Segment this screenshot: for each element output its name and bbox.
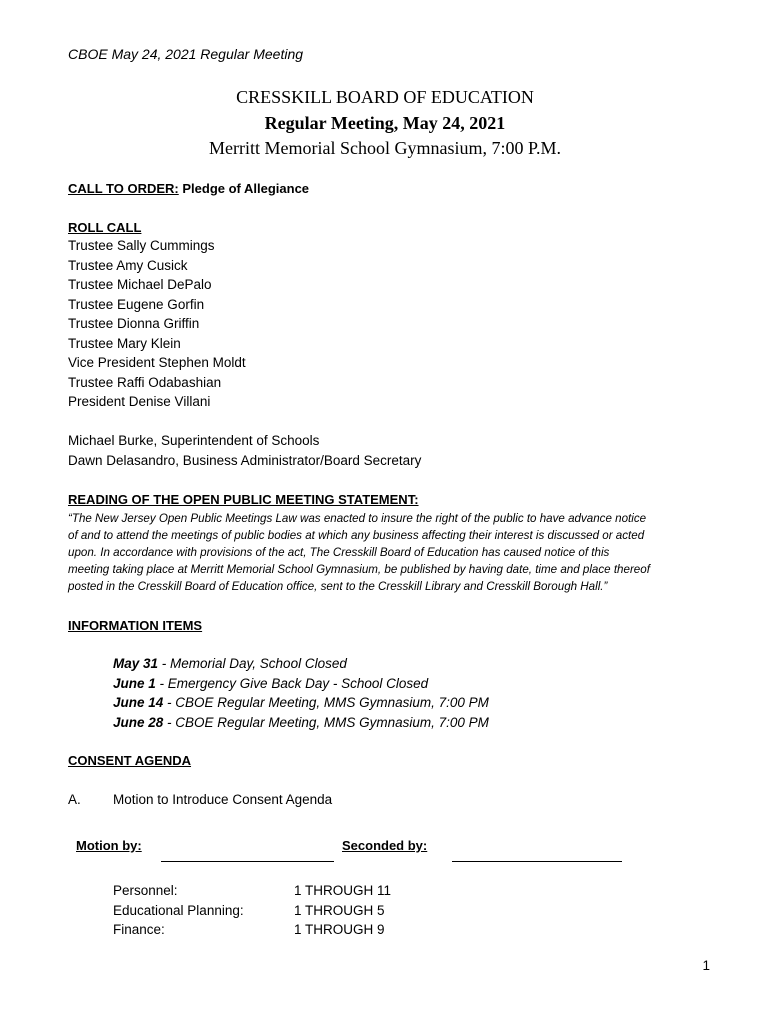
list-item: Trustee Mary Klein xyxy=(68,335,181,351)
consent-section-name: Personnel: xyxy=(113,883,178,898)
running-header: CBOE May 24, 2021 Regular Meeting xyxy=(68,46,304,62)
list-item: Trustee Raffi Odabashian xyxy=(68,374,222,390)
call-to-order-text: Pledge of Allegiance xyxy=(182,181,310,196)
board-title: CRESSKILL BOARD OF EDUCATION xyxy=(236,87,534,107)
consent-agenda-heading: CONSENT AGENDA xyxy=(68,753,192,768)
list-item: Trustee Dionna Griffin xyxy=(68,316,200,331)
consent-section-range: 1 THROUGH 11 xyxy=(294,883,392,898)
call-to-order-label: CALL TO ORDER: xyxy=(68,181,179,196)
meeting-title: Regular Meeting, May 24, 2021 xyxy=(264,113,506,133)
motion-by-blank xyxy=(161,861,334,862)
consent-item-letter: A. xyxy=(68,792,81,807)
open-meeting-heading: READING OF THE OPEN PUBLIC MEETING STATEMENT: xyxy=(68,492,419,507)
list-item: May 31 - Memorial Day, School Closed xyxy=(113,656,347,671)
roll-call-list xyxy=(68,236,246,412)
consent-item-text: Motion to Introduce Consent Agenda xyxy=(113,792,333,807)
information-items-list xyxy=(113,654,489,732)
motion-by-label: Motion by: xyxy=(76,838,142,853)
meeting-location: Merritt Memorial School Gymnasium, 7:00 P.M. xyxy=(209,138,561,158)
consent-section-range: 1 THROUGH 5 xyxy=(294,903,385,918)
consent-section-range: 1 THROUGH 9 xyxy=(294,922,385,937)
consent-section-name: Finance: xyxy=(113,922,165,937)
list-item: Trustee Michael DePalo xyxy=(68,277,212,292)
list-item: Dawn Delasandro, Business Administrator/Board Secretary xyxy=(68,452,422,468)
statement-line: meeting taking place at Merritt Memorial School Gymnasium, be published by having date, time and place thereof xyxy=(68,563,650,576)
list-item: Trustee Eugene Gorfin xyxy=(68,296,205,312)
seconded-by-blank xyxy=(452,861,622,862)
information-items-heading: INFORMATION ITEMS xyxy=(68,618,203,633)
list-item: Vice President Stephen Moldt xyxy=(68,355,246,370)
list-item: June 14 - CBOE Regular Meeting, MMS Gymnasium, 7:00 PM xyxy=(113,695,489,710)
list-item: June 1 - Emergency Give Back Day - School Closed xyxy=(113,675,429,691)
list-item: June 28 - CBOE Regular Meeting, MMS Gymnasium, 7:00 PM xyxy=(113,714,489,730)
statement-line: upon. In accordance with provisions of the act, The Cresskill Board of Education has caused notice of this xyxy=(68,546,610,559)
statement-line: of and to attend the meetings of public bodies at which any business affecting their interest is discussed or acted xyxy=(68,529,645,542)
list-item: Trustee Sally Cummings xyxy=(68,238,215,253)
statement-line: posted in the Cresskill Board of Education office, sent to the Cresskill Library and Cresskill Borough Hall.” xyxy=(68,580,608,593)
consent-section-name: Educational Planning: xyxy=(113,903,244,918)
open-meeting-statement xyxy=(68,510,708,595)
list-item: Trustee Amy Cusick xyxy=(68,257,188,273)
call-to-order xyxy=(68,181,309,196)
statement-line: “The New Jersey Open Public Meetings Law was enacted to insure the right of the public to have advance notice xyxy=(68,512,647,525)
staff-list xyxy=(68,431,421,470)
page-number: 1 xyxy=(702,958,710,973)
list-item: President Denise Villani xyxy=(68,394,211,409)
roll-call-heading: ROLL CALL xyxy=(68,220,142,235)
seconded-by-label: Seconded by: xyxy=(342,838,428,853)
list-item: Michael Burke, Superintendent of Schools xyxy=(68,433,320,448)
